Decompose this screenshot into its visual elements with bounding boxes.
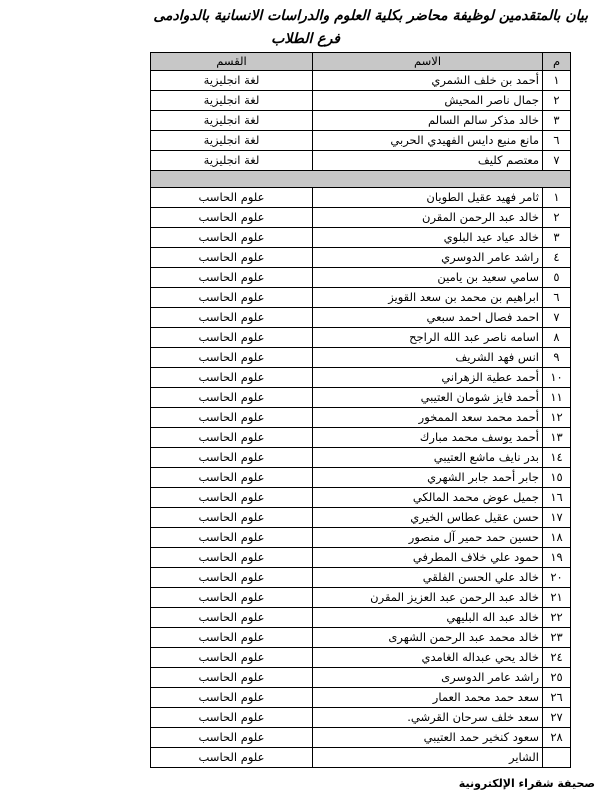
cell-num — [543, 748, 571, 768]
cell-name: اسامه ناصر عبد الله الراجح — [313, 328, 543, 348]
table-row — [151, 188, 571, 208]
cell-num: ٨ — [543, 328, 571, 348]
table-row — [151, 388, 571, 408]
cell-num: ٢١ — [543, 588, 571, 608]
cell-name: جابر أحمد جابر الشهري — [313, 468, 543, 488]
cell-dept: علوم الحاسب — [151, 288, 313, 308]
cell-name: راشد عامر الدوسرى — [313, 668, 543, 688]
table-row — [151, 368, 571, 388]
table-row — [151, 708, 571, 728]
cell-dept: علوم الحاسب — [151, 568, 313, 588]
table-row — [151, 648, 571, 668]
cell-num: ٢٤ — [543, 648, 571, 668]
cell-name: انس فهد الشريف — [313, 348, 543, 368]
table-row — [151, 248, 571, 268]
cell-dept: علوم الحاسب — [151, 688, 313, 708]
header-num: م — [543, 53, 571, 71]
table-row — [151, 628, 571, 648]
section-separator — [151, 171, 571, 188]
cell-num: ١٤ — [543, 448, 571, 468]
cell-name: معتصم كليف — [313, 151, 543, 171]
cell-num: ١ — [543, 188, 571, 208]
applicants-table — [150, 52, 571, 768]
cell-name: جميل عوض محمد المالكي — [313, 488, 543, 508]
table-row — [151, 668, 571, 688]
cell-name: خالد عياد عيد البلوي — [313, 228, 543, 248]
cell-dept: علوم الحاسب — [151, 328, 313, 348]
table-row — [151, 688, 571, 708]
cell-name: حسن عقيل عطاس الخيري — [313, 508, 543, 528]
table-row — [151, 608, 571, 628]
cell-num: ١٠ — [543, 368, 571, 388]
cell-dept: علوم الحاسب — [151, 508, 313, 528]
cell-name: خالد يحي عبداله الغامدي — [313, 648, 543, 668]
table-row — [151, 448, 571, 468]
cell-name: ثامر فهيد عقيل الطويان — [313, 188, 543, 208]
cell-name: سعد حمد محمد العمار — [313, 688, 543, 708]
table-row — [151, 548, 571, 568]
table-row — [151, 131, 571, 151]
cell-num: ١٥ — [543, 468, 571, 488]
cell-dept: علوم الحاسب — [151, 448, 313, 468]
cell-dept: علوم الحاسب — [151, 668, 313, 688]
cell-name: خالد علي الحسن الفلقي — [313, 568, 543, 588]
cell-num: ٢٧ — [543, 708, 571, 728]
table-row — [151, 71, 571, 91]
cell-name: خالد عبد الرحمن عبد العزيز المقرن — [313, 588, 543, 608]
cell-dept: علوم الحاسب — [151, 208, 313, 228]
cell-dept: علوم الحاسب — [151, 268, 313, 288]
cell-name: خالد محمد عبد الرحمن الشهرى — [313, 628, 543, 648]
cell-dept: علوم الحاسب — [151, 528, 313, 548]
table-row — [151, 91, 571, 111]
table-row — [151, 488, 571, 508]
cell-num: ٦ — [543, 131, 571, 151]
table-row — [151, 588, 571, 608]
cell-name: أحمد فايز شومان العتيبي — [313, 388, 543, 408]
cell-dept: علوم الحاسب — [151, 348, 313, 368]
table-row — [151, 151, 571, 171]
cell-num: ٢ — [543, 208, 571, 228]
cell-name: سعود كنخير حمد العتيبي — [313, 728, 543, 748]
table-row — [151, 208, 571, 228]
cell-name: بدر نايف ماشع العتيبي — [313, 448, 543, 468]
cell-num: ٧ — [543, 308, 571, 328]
cell-dept: علوم الحاسب — [151, 488, 313, 508]
header-dept: القسم — [151, 53, 313, 71]
cell-num: ٤ — [543, 248, 571, 268]
document-subtitle: فرع الطلاب — [271, 31, 340, 47]
table-row — [151, 468, 571, 488]
cell-num: ٢٦ — [543, 688, 571, 708]
table-row — [151, 408, 571, 428]
table-row — [151, 428, 571, 448]
document-title: بيان بالمتقدمين لوظيفة محاضر بكلية العلوم والدراسات الانسانية بالدوادمى — [153, 8, 588, 24]
cell-name: أحمد بن خلف الشمري — [313, 71, 543, 91]
table-row — [151, 328, 571, 348]
table-row — [151, 348, 571, 368]
cell-name: مانع منيع دايس الفهيدي الحربي — [313, 131, 543, 151]
cell-dept: علوم الحاسب — [151, 748, 313, 768]
table-row — [151, 728, 571, 748]
cell-num: ٢ — [543, 91, 571, 111]
cell-dept: لغة انجليزية — [151, 151, 313, 171]
cell-num: ٢٠ — [543, 568, 571, 588]
cell-num: ٩ — [543, 348, 571, 368]
cell-dept: علوم الحاسب — [151, 648, 313, 668]
cell-dept: علوم الحاسب — [151, 248, 313, 268]
cell-dept: لغة انجليزية — [151, 91, 313, 111]
cell-num: ٦ — [543, 288, 571, 308]
header-name: الاسم — [313, 53, 543, 71]
cell-num: ٢٣ — [543, 628, 571, 648]
cell-dept: علوم الحاسب — [151, 468, 313, 488]
cell-num: ١٩ — [543, 548, 571, 568]
cell-num: ٢٢ — [543, 608, 571, 628]
cell-num: ٣ — [543, 228, 571, 248]
cell-name: سعد خلف سرحان القرشي. — [313, 708, 543, 728]
cell-name: خالد عبد اله البليهي — [313, 608, 543, 628]
table-row — [151, 268, 571, 288]
separator-cell — [151, 171, 571, 188]
cell-name: الشاير — [313, 748, 543, 768]
cell-dept: علوم الحاسب — [151, 408, 313, 428]
cell-num: ١٣ — [543, 428, 571, 448]
cell-name: خالد عبد الرحمن المقرن — [313, 208, 543, 228]
cell-dept: لغة انجليزية — [151, 111, 313, 131]
cell-name: أحمد محمد سعد الممخور — [313, 408, 543, 428]
cell-dept: علوم الحاسب — [151, 608, 313, 628]
cell-num: ٣ — [543, 111, 571, 131]
cell-dept: علوم الحاسب — [151, 628, 313, 648]
table-row — [151, 288, 571, 308]
cell-num: ٥ — [543, 268, 571, 288]
cell-num: ١٦ — [543, 488, 571, 508]
cell-dept: علوم الحاسب — [151, 708, 313, 728]
cell-num: ١٢ — [543, 408, 571, 428]
cell-dept: علوم الحاسب — [151, 428, 313, 448]
cell-num: ١١ — [543, 388, 571, 408]
table-row — [151, 748, 571, 768]
cell-name: أحمد يوسف محمد مبارك — [313, 428, 543, 448]
cell-dept: علوم الحاسب — [151, 188, 313, 208]
cell-dept: علوم الحاسب — [151, 368, 313, 388]
cell-num: ١ — [543, 71, 571, 91]
table-body — [151, 71, 571, 768]
cell-num: ٧ — [543, 151, 571, 171]
table-header-row — [151, 53, 571, 71]
table-row — [151, 228, 571, 248]
cell-name: خالد مذكر سالم السالم — [313, 111, 543, 131]
table-row — [151, 308, 571, 328]
cell-name: ابراهيم بن محمد بن سعد القويز — [313, 288, 543, 308]
cell-num: ٢٨ — [543, 728, 571, 748]
cell-name: سامي سعيد بن يامين — [313, 268, 543, 288]
cell-dept: علوم الحاسب — [151, 308, 313, 328]
cell-name: أحمد عطية الزهراني — [313, 368, 543, 388]
table-row — [151, 568, 571, 588]
watermark — [410, 777, 595, 790]
cell-dept: علوم الحاسب — [151, 728, 313, 748]
cell-name: راشد عامر الدوسري — [313, 248, 543, 268]
cell-dept: علوم الحاسب — [151, 588, 313, 608]
cell-dept: علوم الحاسب — [151, 548, 313, 568]
table-row — [151, 111, 571, 131]
cell-num: ١٧ — [543, 508, 571, 528]
cell-dept: علوم الحاسب — [151, 228, 313, 248]
cell-num: ١٨ — [543, 528, 571, 548]
cell-name: احمد فصال احمد سبعي — [313, 308, 543, 328]
table-row — [151, 528, 571, 548]
cell-name: حسين حمد حمير آل منصور — [313, 528, 543, 548]
cell-name: حمود علي خلاف المطرفي — [313, 548, 543, 568]
cell-dept: لغة انجليزية — [151, 131, 313, 151]
cell-name: جمال ناصر المحيش — [313, 91, 543, 111]
cell-dept: لغة انجليزية — [151, 71, 313, 91]
watermark-text: صحيفة شقراء الإلكترونية — [458, 777, 595, 790]
cell-num: ٢٥ — [543, 668, 571, 688]
table-row — [151, 508, 571, 528]
cell-dept: علوم الحاسب — [151, 388, 313, 408]
